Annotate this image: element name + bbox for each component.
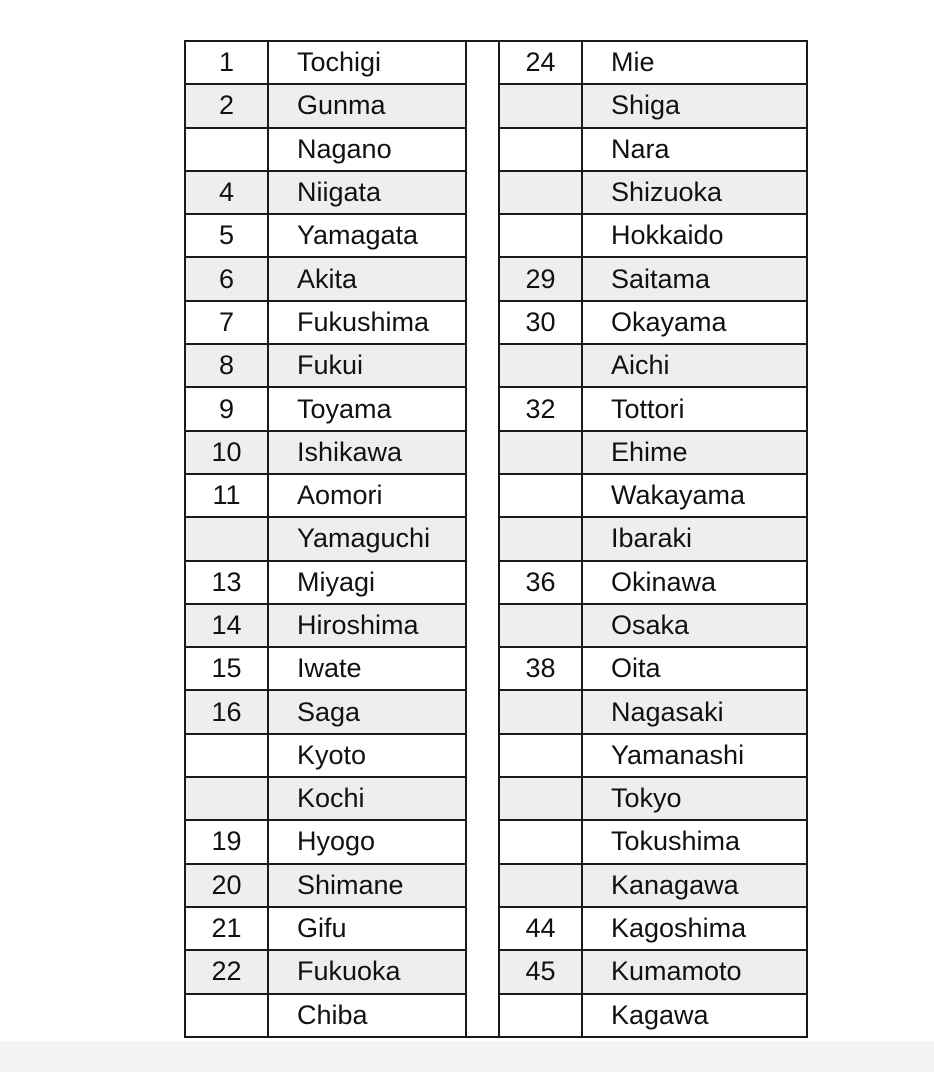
left-rank-cell: 8 [185,344,268,387]
table-row [185,561,807,604]
right-prefecture-cell: Ehime [582,431,807,474]
column-gap [466,517,499,560]
left-prefecture-cell: Gunma [268,84,466,127]
left-rank-cell: 2 [185,84,268,127]
left-prefecture-cell: Toyama [268,387,466,430]
left-prefecture-cell: Iwate [268,647,466,690]
table-row [185,257,807,300]
column-gap [466,561,499,604]
left-rank-cell: 11 [185,474,268,517]
left-prefecture-cell: Akita [268,257,466,300]
table-row [185,431,807,474]
right-rank-cell: 30 [499,301,582,344]
left-prefecture-cell: Fukui [268,344,466,387]
column-gap [466,950,499,993]
table-row [185,128,807,171]
right-rank-cell [499,604,582,647]
left-prefecture-cell: Yamagata [268,214,466,257]
right-rank-cell [499,734,582,777]
table-row [185,864,807,907]
right-rank-cell [499,517,582,560]
right-prefecture-cell: Okinawa [582,561,807,604]
left-rank-cell [185,517,268,560]
column-gap [466,734,499,777]
left-rank-cell [185,994,268,1037]
table-row [185,474,807,517]
right-rank-cell [499,431,582,474]
left-rank-cell [185,128,268,171]
right-prefecture-cell: Kumamoto [582,950,807,993]
left-rank-cell: 4 [185,171,268,214]
left-rank-cell: 7 [185,301,268,344]
bottom-strip [0,1041,934,1072]
right-rank-cell: 45 [499,950,582,993]
left-rank-cell: 13 [185,561,268,604]
column-gap [466,171,499,214]
left-rank-cell [185,734,268,777]
table-row [185,301,807,344]
left-rank-cell: 22 [185,950,268,993]
left-prefecture-cell: Hiroshima [268,604,466,647]
left-rank-cell: 10 [185,431,268,474]
table-row [185,647,807,690]
right-prefecture-cell: Ibaraki [582,517,807,560]
right-prefecture-cell: Hokkaido [582,214,807,257]
right-prefecture-cell: Shiga [582,84,807,127]
table-row [185,387,807,430]
left-rank-cell: 14 [185,604,268,647]
table-row [185,820,807,863]
right-rank-cell: 38 [499,647,582,690]
table-row [185,517,807,560]
left-prefecture-cell: Fukuoka [268,950,466,993]
column-gap [466,128,499,171]
right-rank-cell [499,690,582,733]
right-rank-cell [499,864,582,907]
right-prefecture-cell: Okayama [582,301,807,344]
right-prefecture-cell: Shizuoka [582,171,807,214]
left-prefecture-cell: Gifu [268,907,466,950]
right-prefecture-cell: Tokushima [582,820,807,863]
left-prefecture-cell: Aomori [268,474,466,517]
left-prefecture-cell: Chiba [268,994,466,1037]
right-rank-cell [499,344,582,387]
right-rank-cell [499,777,582,820]
right-rank-cell: 32 [499,387,582,430]
right-prefecture-cell: Tokyo [582,777,807,820]
column-gap [466,994,499,1037]
right-rank-cell: 24 [499,41,582,84]
right-prefecture-cell: Nagasaki [582,690,807,733]
left-rank-cell: 20 [185,864,268,907]
right-rank-cell [499,994,582,1037]
left-rank-cell [185,777,268,820]
left-rank-cell: 5 [185,214,268,257]
column-gap [466,907,499,950]
left-prefecture-cell: Niigata [268,171,466,214]
right-prefecture-cell: Aichi [582,344,807,387]
right-rank-cell [499,171,582,214]
column-gap [466,431,499,474]
left-rank-cell: 21 [185,907,268,950]
column-gap [466,647,499,690]
column-gap [466,84,499,127]
right-prefecture-cell: Kagoshima [582,907,807,950]
table-row [185,907,807,950]
left-prefecture-cell: Kochi [268,777,466,820]
table-row [185,734,807,777]
right-rank-cell [499,474,582,517]
column-gap [466,777,499,820]
column-gap [466,344,499,387]
column-gap [466,41,499,84]
left-prefecture-cell: Hyogo [268,820,466,863]
prefecture-ranking-table [184,40,808,1038]
column-gap [466,820,499,863]
left-rank-cell: 19 [185,820,268,863]
left-prefecture-cell: Ishikawa [268,431,466,474]
left-prefecture-cell: Nagano [268,128,466,171]
left-prefecture-cell: Shimane [268,864,466,907]
left-prefecture-cell: Saga [268,690,466,733]
left-prefecture-cell: Tochigi [268,41,466,84]
table-row [185,994,807,1037]
right-rank-cell [499,84,582,127]
right-prefecture-cell: Tottori [582,387,807,430]
left-prefecture-cell: Kyoto [268,734,466,777]
column-gap [466,604,499,647]
right-prefecture-cell: Oita [582,647,807,690]
column-gap [466,301,499,344]
right-rank-cell: 29 [499,257,582,300]
table-row [185,171,807,214]
left-prefecture-cell: Miyagi [268,561,466,604]
left-rank-cell: 16 [185,690,268,733]
column-gap [466,387,499,430]
table-body [185,41,807,1037]
right-rank-cell [499,820,582,863]
left-prefecture-cell: Fukushima [268,301,466,344]
table-row [185,950,807,993]
table-row [185,777,807,820]
table-row [185,214,807,257]
left-rank-cell: 15 [185,647,268,690]
left-rank-cell: 6 [185,257,268,300]
right-prefecture-cell: Yamanashi [582,734,807,777]
left-rank-cell: 1 [185,41,268,84]
right-rank-cell [499,128,582,171]
right-rank-cell [499,214,582,257]
table-row [185,41,807,84]
right-prefecture-cell: Kagawa [582,994,807,1037]
table-row [185,344,807,387]
right-prefecture-cell: Osaka [582,604,807,647]
right-rank-cell: 36 [499,561,582,604]
left-rank-cell: 9 [185,387,268,430]
right-rank-cell: 44 [499,907,582,950]
table-row [185,604,807,647]
column-gap [466,214,499,257]
table-row [185,84,807,127]
right-prefecture-cell: Nara [582,128,807,171]
left-prefecture-cell: Yamaguchi [268,517,466,560]
column-gap [466,474,499,517]
right-prefecture-cell: Saitama [582,257,807,300]
column-gap [466,690,499,733]
column-gap [466,864,499,907]
column-gap [466,257,499,300]
right-prefecture-cell: Kanagawa [582,864,807,907]
table-row [185,690,807,733]
right-prefecture-cell: Mie [582,41,807,84]
right-prefecture-cell: Wakayama [582,474,807,517]
